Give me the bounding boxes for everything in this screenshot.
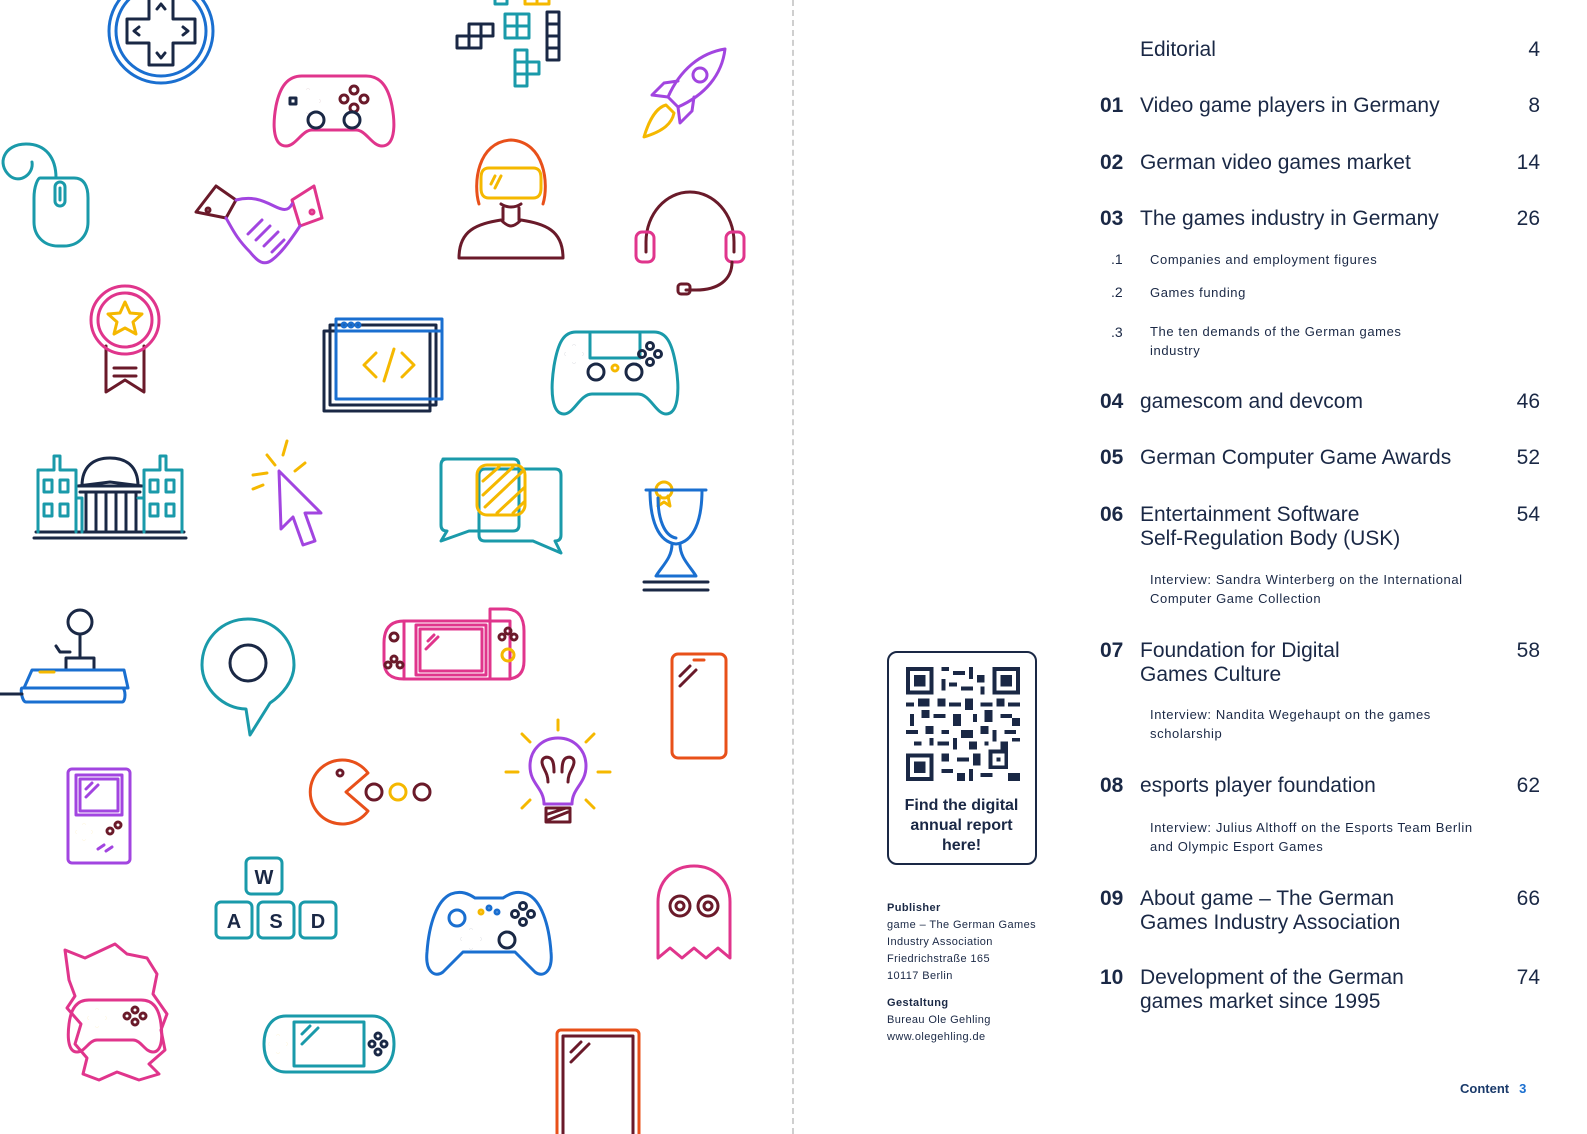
tablet-icon bbox=[553, 1026, 645, 1134]
publisher-city: 10117 Berlin bbox=[887, 970, 953, 982]
svg-text:D: D bbox=[310, 911, 326, 933]
toc-number: 10 bbox=[1100, 966, 1124, 989]
toc-sub-companies[interactable]: Companies and employment figures bbox=[1150, 252, 1378, 267]
toc-number: 09 bbox=[1100, 887, 1124, 910]
toc-sub-funding[interactable]: Games funding bbox=[1150, 285, 1246, 300]
ghost-icon bbox=[654, 862, 734, 962]
toc-page: 54 bbox=[1516, 503, 1540, 526]
sub-number: .1 bbox=[1111, 251, 1123, 267]
publisher-line: game – The German Games bbox=[887, 919, 1037, 931]
chat-icon bbox=[435, 455, 570, 555]
svg-text:A: A bbox=[226, 911, 242, 933]
rocket-icon bbox=[630, 45, 730, 145]
toc-page: 8 bbox=[1528, 94, 1540, 117]
handheld-console-icon bbox=[380, 605, 528, 687]
xbox-controller-icon bbox=[425, 888, 553, 980]
sub-number: .2 bbox=[1111, 284, 1123, 300]
publisher-line: Industry Association bbox=[887, 936, 993, 948]
toc-page: 58 bbox=[1516, 639, 1540, 662]
code-window-icon bbox=[320, 315, 450, 415]
toc-page: 62 bbox=[1516, 774, 1540, 797]
design-website-link[interactable]: www.olegehling.de bbox=[887, 1031, 986, 1043]
sub-number: .3 bbox=[1111, 324, 1123, 340]
publisher-address: Friedrichstraße 165 bbox=[887, 953, 990, 965]
svg-text:S: S bbox=[269, 911, 283, 933]
toc-number: 04 bbox=[1100, 390, 1124, 413]
publisher-heading: Publisher bbox=[887, 902, 941, 914]
qr-code-card[interactable] bbox=[887, 651, 1037, 865]
toc-number: 05 bbox=[1100, 446, 1124, 469]
qr-code-icon bbox=[906, 667, 1020, 781]
publisher-block bbox=[887, 900, 1036, 985]
germany-map-icon bbox=[35, 940, 180, 1085]
toc-number: 06 bbox=[1100, 503, 1124, 526]
design-studio: Bureau Ole Gehling bbox=[887, 1014, 991, 1026]
toc-title: gamescom and devcom bbox=[1140, 390, 1363, 413]
toc-title: German video games market bbox=[1140, 151, 1411, 174]
design-heading: Gestaltung bbox=[887, 997, 949, 1009]
headset-icon bbox=[632, 188, 747, 303]
toc-sub-demands[interactable]: The ten demands of the German games industry bbox=[1150, 324, 1402, 358]
toc-number: 08 bbox=[1100, 774, 1124, 797]
toc-interview-07[interactable]: Interview: Nandita Wegehaupt on the games scholarship bbox=[1150, 707, 1431, 741]
page-fold bbox=[792, 0, 794, 1134]
toc-title: Video game players in Germany bbox=[1140, 94, 1440, 117]
toc-number: 07 bbox=[1100, 639, 1124, 662]
toc-number: 01 bbox=[1100, 94, 1124, 117]
toc-title: Development of the German games market since 1995 bbox=[1140, 966, 1404, 1013]
toc-page: 26 bbox=[1516, 207, 1540, 230]
vr-woman-icon bbox=[455, 138, 567, 262]
toc-title: Foundation for Digital Games Culture bbox=[1140, 639, 1340, 686]
dpad-icon bbox=[105, 0, 217, 87]
toc-page: 14 bbox=[1516, 151, 1540, 174]
reichstag-icon bbox=[30, 448, 190, 543]
toc-title: The games industry in Germany bbox=[1140, 207, 1439, 230]
wasd-keys-icon bbox=[214, 856, 339, 942]
joystick-icon bbox=[0, 606, 125, 711]
svg-text:W: W bbox=[254, 867, 274, 889]
toc-page: 46 bbox=[1516, 390, 1540, 413]
smartphone-icon bbox=[668, 650, 730, 762]
toc-number: 02 bbox=[1100, 151, 1124, 174]
cursor-icon bbox=[245, 435, 330, 555]
controller-icon bbox=[550, 328, 680, 418]
pacman-icon bbox=[310, 755, 438, 830]
page-number: 3 bbox=[1519, 1081, 1527, 1096]
toc-title: German Computer Game Awards bbox=[1140, 446, 1452, 469]
trophy-icon bbox=[640, 478, 712, 598]
toc-page: 4 bbox=[1528, 38, 1540, 61]
toc-interview-06[interactable]: Interview: Sandra Winterberg on the International Computer Game Collection bbox=[1150, 572, 1463, 606]
qr-caption: Find the digital annual report here! bbox=[904, 797, 1019, 854]
medal-icon bbox=[86, 284, 164, 396]
toc-title: esports player foundation bbox=[1140, 774, 1376, 797]
lightbulb-icon bbox=[502, 716, 614, 828]
handshake-icon bbox=[192, 182, 326, 272]
toc-page: 52 bbox=[1516, 446, 1540, 469]
page-footer bbox=[1460, 1081, 1526, 1096]
toc-page: 74 bbox=[1516, 966, 1540, 989]
portable-console-icon bbox=[260, 1012, 398, 1078]
toc-title: Entertainment Software Self-Regulation Body (USK) bbox=[1140, 503, 1401, 550]
mouse-icon bbox=[0, 140, 95, 250]
gameboy-icon bbox=[64, 765, 134, 867]
toc-number: 03 bbox=[1100, 207, 1124, 230]
toc-interview-08[interactable]: Interview: Julius Althoff on the Esports Team Berlin and Olympic Esport Games bbox=[1150, 820, 1473, 854]
icon-collage bbox=[0, 0, 790, 1134]
toc-page: 66 bbox=[1516, 887, 1540, 910]
gamepad-icon bbox=[272, 72, 396, 152]
tetris-icon bbox=[455, 0, 575, 90]
toc-title: About game – The German Games Industry Association bbox=[1140, 887, 1401, 934]
design-block bbox=[887, 995, 991, 1046]
toc-title: Editorial bbox=[1140, 38, 1216, 61]
location-pin-icon bbox=[198, 615, 300, 740]
footer-section-label: Content bbox=[1460, 1081, 1510, 1096]
